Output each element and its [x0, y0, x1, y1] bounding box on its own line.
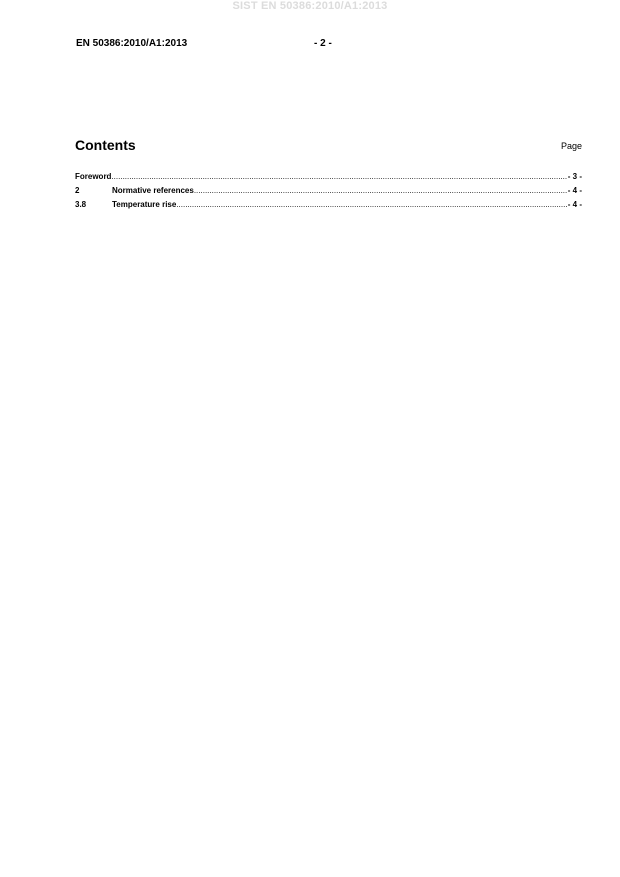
watermark: SIST EN 50386:2010/A1:2013	[232, 0, 388, 12]
toc-entry-number: 2	[75, 186, 80, 195]
toc-leader-dots	[176, 198, 566, 212]
table-of-contents	[75, 170, 582, 212]
toc-entry-normative-references[interactable]	[75, 184, 582, 198]
toc-entry-foreword[interactable]	[75, 170, 582, 184]
toc-entry-number: 3.8	[75, 200, 87, 209]
page-number: - 2 -	[314, 38, 332, 49]
toc-leader-dots	[111, 170, 566, 184]
toc-entry-title: Normative references	[112, 186, 194, 195]
toc-entry-temperature-rise[interactable]	[75, 198, 582, 212]
page-column-label: Page	[560, 141, 582, 151]
toc-entry-page: - 4 -	[567, 186, 582, 195]
toc-entry-page: - 4 -	[567, 200, 582, 209]
toc-leader-dots	[194, 184, 567, 198]
document-id: EN 50386:2010/A1:2013	[76, 38, 188, 49]
contents-heading: Contents	[75, 137, 136, 153]
toc-entry-title: Temperature rise	[112, 200, 177, 209]
toc-entry-page: - 3 -	[567, 172, 582, 181]
toc-entry-title: Foreword	[75, 172, 112, 181]
